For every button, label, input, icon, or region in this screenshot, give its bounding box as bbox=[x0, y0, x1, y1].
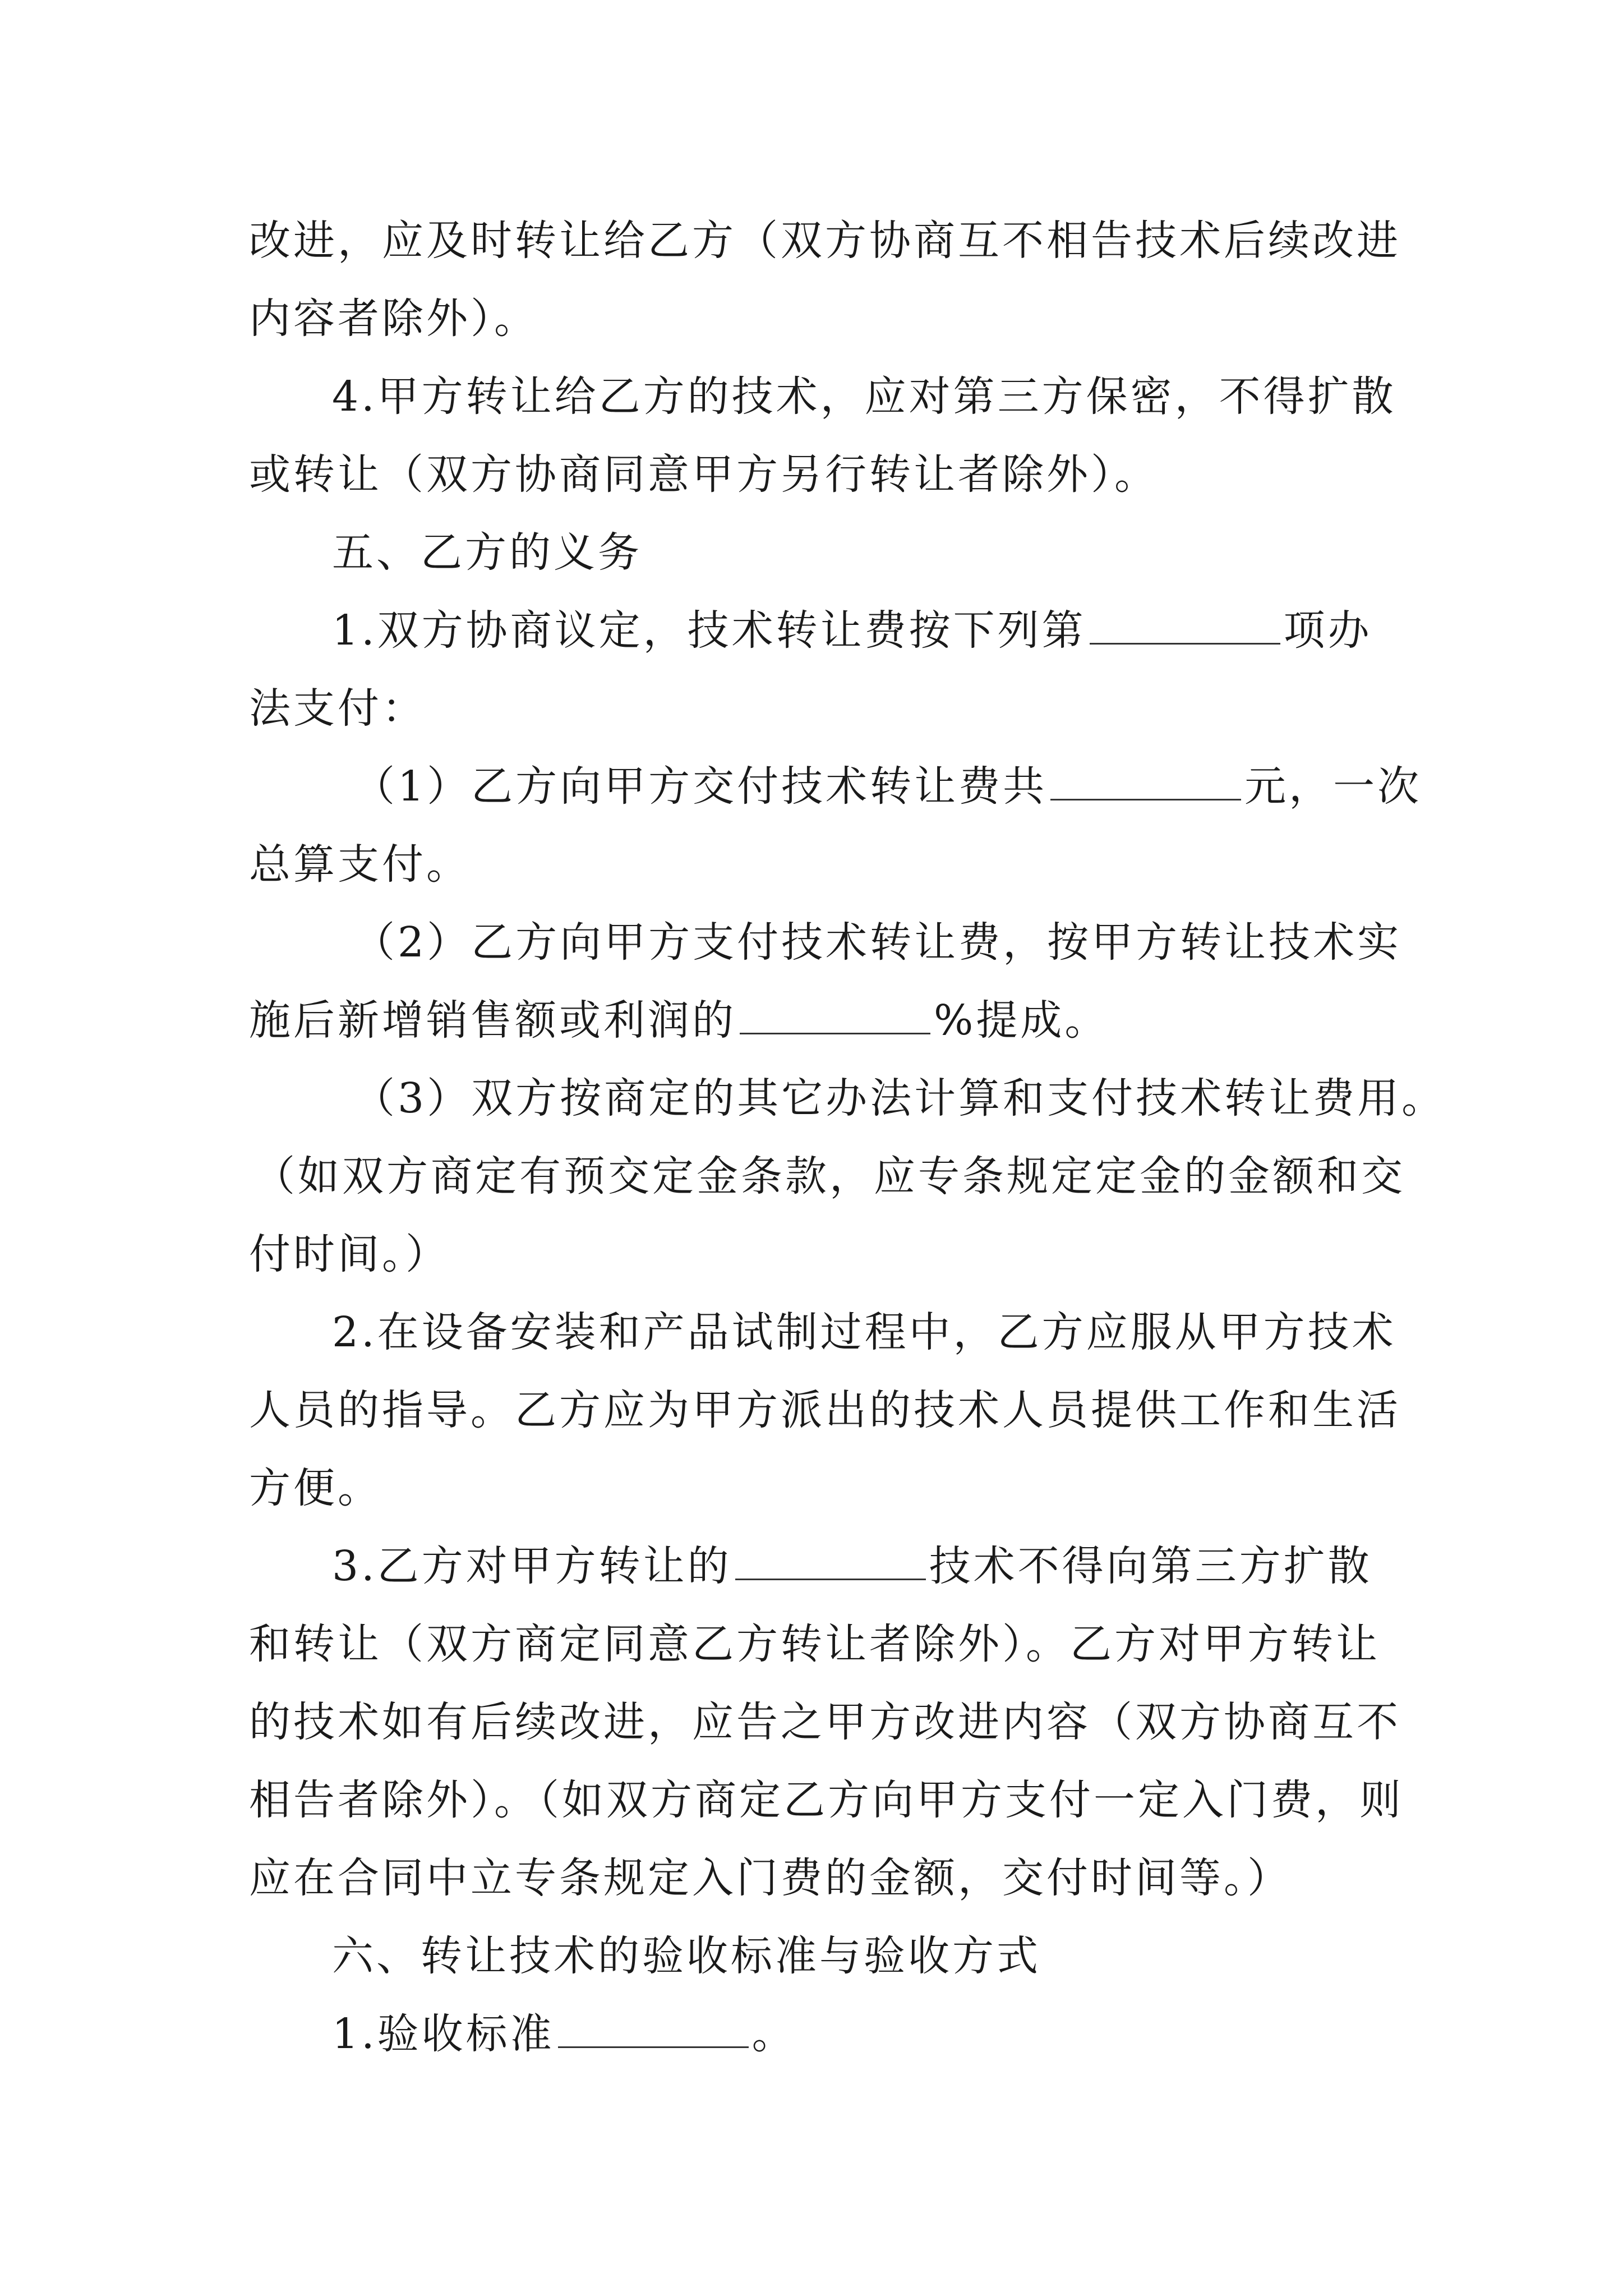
text-line: 法支付： bbox=[249, 684, 426, 733]
text-line: 施后新增销售额或利润的 %提成。 bbox=[249, 982, 1427, 1060]
section-heading-6: 六、转让技术的验收标准与验收方式 bbox=[332, 1932, 1041, 1980]
text-line: 相告者除外）。（如双方商定乙方向甲方支付一定入门费，则 bbox=[249, 1776, 1404, 1824]
text-line: 改进，应及时转让给乙方（双方协商互不相告技术后续改进 bbox=[249, 217, 1401, 265]
clause-4: 4.甲方转让给乙方的技术，应对第三方保密，不得扩散 bbox=[332, 372, 1396, 421]
clause-3: 3.乙方对甲方转让的 技术不得向第三方扩散 bbox=[249, 1527, 1427, 1605]
text-line: （如双方商定有预交定金条款，应专条规定定金的金额和交 bbox=[253, 1152, 1405, 1200]
clause-1: 1.双方协商议定，技术转让费按下列第 项办 bbox=[249, 592, 1427, 670]
text-line: 和转让（双方商定同意乙方转让者除外）。乙方对甲方转让 bbox=[249, 1620, 1380, 1668]
section-heading-5: 五、乙方的义务 bbox=[332, 528, 642, 577]
contract-text bbox=[249, 202, 1446, 2073]
sub-clause-3: （3）双方按商定的其它办法计算和支付技术转让费用。 bbox=[353, 1074, 1446, 1122]
sub-clause-1: （1）乙方向甲方交付技术转让费共 元，一次 bbox=[249, 748, 1427, 826]
text-line: 付时间。） bbox=[249, 1230, 450, 1278]
fill-in-blank[interactable] bbox=[558, 2007, 749, 2048]
fill-in-blank[interactable] bbox=[735, 1539, 926, 1580]
text-line: 的技术如有后续改进，应告之甲方改进内容（双方协商互不 bbox=[249, 1698, 1401, 1746]
text-line: 应在合同中立专条规定入门费的金额，交付时间等。） bbox=[249, 1854, 1292, 1902]
fill-in-blank[interactable] bbox=[740, 993, 930, 1034]
fill-in-blank[interactable] bbox=[1050, 760, 1241, 800]
clause-2: 2.在设备安装和产品试制过程中，乙方应服从甲方技术 bbox=[332, 1308, 1396, 1356]
text-line: 内容者除外）。 bbox=[249, 295, 538, 343]
text-line: 或转让（双方协商同意甲方另行转让者除外）。 bbox=[249, 450, 1159, 499]
sub-clause-2: （2）乙方向甲方支付技术转让费，按甲方转让技术实 bbox=[353, 918, 1402, 967]
text-line: 总算支付。 bbox=[249, 840, 471, 889]
fill-in-blank[interactable] bbox=[1090, 604, 1280, 645]
acceptance-standard-clause: 1.验收标准 。 bbox=[249, 1995, 1427, 2073]
text-line: 人员的指导。乙方应为甲方派出的技术人员提供工作和生活 bbox=[249, 1386, 1401, 1434]
text-line: 方便。 bbox=[249, 1464, 382, 1512]
